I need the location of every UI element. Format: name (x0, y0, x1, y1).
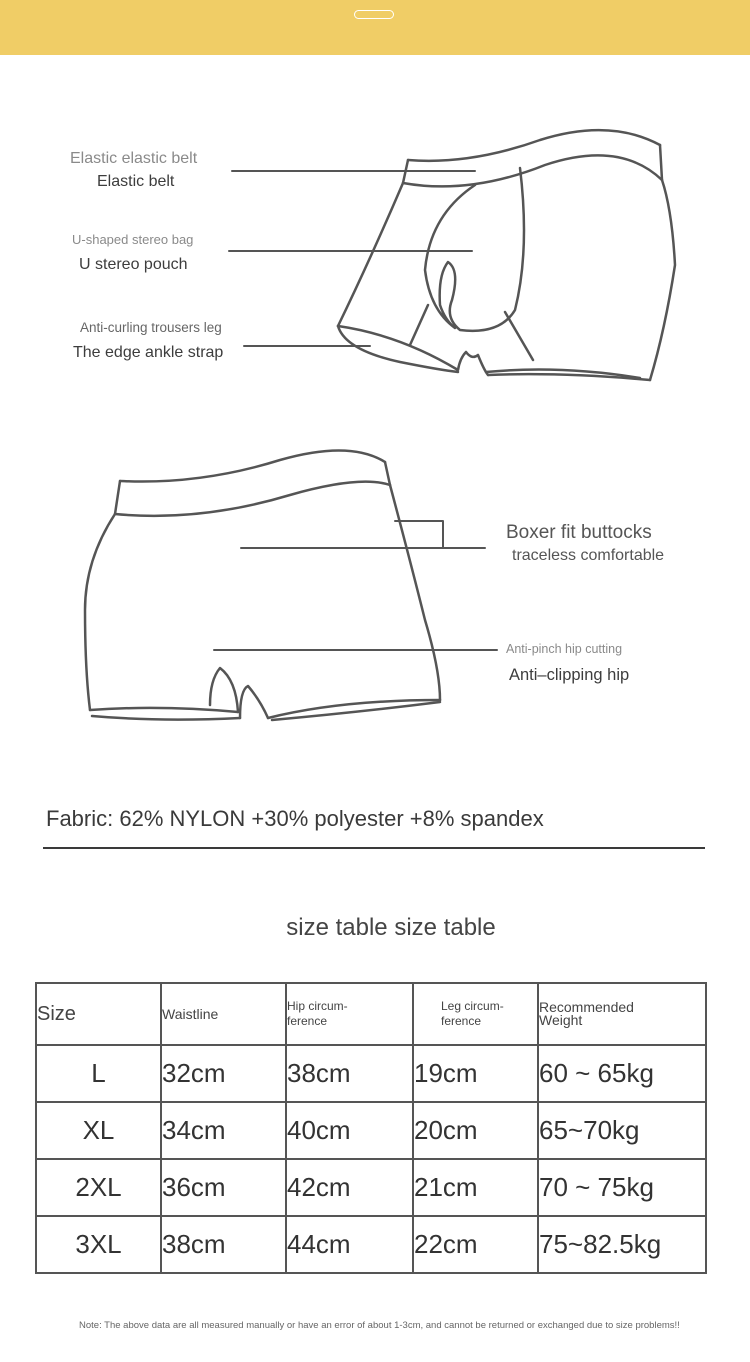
cell-weight: 60 ~ 65kg (538, 1045, 706, 1102)
callout-belt-title: Elastic elastic belt (70, 150, 198, 167)
table-header-row (36, 983, 706, 1045)
fabric-divider (43, 847, 705, 849)
callout-buttocks-title: Boxer fit buttocks (506, 522, 652, 543)
callout-leg-title: Anti-curling trousers leg (80, 320, 222, 335)
table-row (36, 1102, 706, 1159)
size-table (35, 982, 707, 1274)
callout-buttocks-subtitle: traceless comfortable (512, 547, 665, 564)
cell-leg: 21cm (413, 1159, 538, 1216)
cell-size: XL (36, 1102, 161, 1159)
front-view-drawing (229, 130, 675, 380)
cell-waist: 36cm (161, 1159, 286, 1216)
callout-hip-title: Anti-pinch hip cutting (506, 642, 623, 656)
cell-leg: 22cm (413, 1216, 538, 1273)
cell-leg: 20cm (413, 1102, 538, 1159)
callout-hip-subtitle: Anti–clipping hip (509, 666, 630, 684)
header-waistline: Waistline (161, 983, 286, 1045)
cell-size: 2XL (36, 1159, 161, 1216)
table-row (36, 1159, 706, 1216)
header-leg (413, 983, 538, 1045)
cell-hip: 40cm (286, 1102, 413, 1159)
back-view-drawing (85, 450, 497, 720)
header-hip-text: Hip circum- ference (287, 999, 348, 1028)
callout-pouch-title: U-shaped stereo bag (72, 232, 194, 247)
callout-leg-subtitle: The edge ankle strap (73, 344, 224, 361)
header-hip (286, 983, 413, 1045)
cell-hip: 44cm (286, 1216, 413, 1273)
table-row (36, 1216, 706, 1273)
header-weight (538, 983, 706, 1045)
header-leg-text: Leg circum- ference (441, 999, 504, 1028)
table-row (36, 1045, 706, 1102)
callout-belt-subtitle: Elastic belt (97, 173, 175, 190)
cell-waist: 38cm (161, 1216, 286, 1273)
cell-weight: 65~70kg (538, 1102, 706, 1159)
fabric-composition: Fabric: 62% NYLON +30% polyester +8% spandex (46, 806, 544, 831)
cell-hip: 38cm (286, 1045, 413, 1102)
header-weight-text: Recommended Weight (539, 999, 634, 1028)
cell-waist: 32cm (161, 1045, 286, 1102)
cell-size: 3XL (36, 1216, 161, 1273)
cell-weight: 70 ~ 75kg (538, 1159, 706, 1216)
size-note: Note: The above data are all measured manually or have an error of about 1-3cm, and cannot be returned or exchanged due to size problems!! (79, 1320, 680, 1331)
size-table-title: size table size table (286, 914, 496, 941)
cell-leg: 19cm (413, 1045, 538, 1102)
cell-size: L (36, 1045, 161, 1102)
header-size: Size (36, 983, 161, 1045)
cell-weight: 75~82.5kg (538, 1216, 706, 1273)
cell-waist: 34cm (161, 1102, 286, 1159)
cell-hip: 42cm (286, 1159, 413, 1216)
callout-pouch-subtitle: U stereo pouch (79, 256, 188, 273)
